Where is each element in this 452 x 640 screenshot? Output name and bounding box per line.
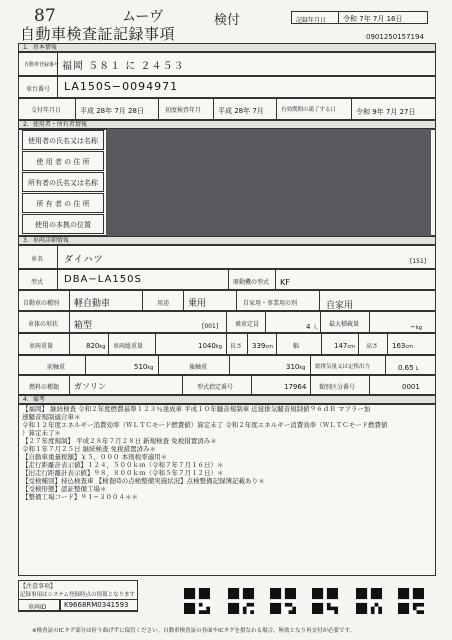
registration-label-box	[18, 52, 58, 76]
qr-code	[184, 588, 210, 614]
section-vehicle-header: 3．車両詳細情報	[18, 236, 436, 245]
maker-value: ダイハツ	[64, 255, 104, 265]
model-value: 17964	[284, 383, 307, 391]
expiry-label: 有効期間の満了する日	[281, 107, 337, 113]
section-user-owner-header: 2．使用者・所有者情報	[18, 120, 436, 129]
weight-value	[86, 342, 105, 350]
use-label-box	[142, 290, 184, 311]
maxload-unit: kg	[415, 325, 422, 331]
document-number: 0901250157194	[366, 33, 424, 41]
gross-label-box	[108, 333, 156, 355]
fuel-label: 燃料の種類	[29, 384, 60, 391]
use-value: 乗用	[188, 299, 207, 309]
model-label: 型式指定番号	[197, 384, 234, 391]
category-label: 類別区分番号	[319, 384, 356, 391]
body-label: 車体の形状	[28, 321, 59, 328]
capacity-unit: 人	[312, 325, 318, 331]
capacity-value	[306, 323, 318, 331]
maker-label: 車名	[31, 256, 44, 263]
maxload-label: 最大積載量	[329, 321, 360, 328]
rear-axle-label: 後軸重	[189, 364, 208, 371]
record-date-label-box	[291, 11, 339, 24]
maxload-number: −	[410, 323, 416, 331]
type-value: DBA−LA150S	[64, 274, 142, 285]
chassis-value: LA150S−0094971	[64, 80, 179, 93]
remarks-line: 【２７年度規制】 平成２８年７月２８日 新規検査 免税措置済み＊	[22, 437, 217, 445]
displacement-label-box	[310, 355, 386, 375]
use-label: 用途	[157, 300, 170, 307]
footer-bottom-note: ※検査証のICタグ部分は折り曲げずに保管ください。自動車検査証の券面やICタグを損なわる場合、無効となり再交付が必要です。	[32, 628, 356, 634]
business-value: 自家用	[326, 301, 354, 311]
registration-value: 福岡 ５８１ に ２４５３	[62, 61, 185, 72]
gross-number: 1040	[198, 342, 216, 350]
expiry-value: 令和 9年 7月 27日	[356, 108, 416, 116]
maxload-label-box	[320, 311, 370, 333]
rear-axle-label-box	[158, 355, 230, 375]
chassis-label: 車台番号	[26, 86, 51, 93]
displacement-value	[398, 364, 419, 372]
maxload-value	[410, 323, 422, 331]
width-value	[334, 342, 355, 350]
first-inspection-value: 平成 28年 7月	[218, 107, 264, 115]
qr-code	[356, 588, 382, 614]
front-axle-number: 510	[134, 363, 148, 371]
maker-label-box	[18, 245, 58, 269]
type-label-box	[18, 269, 58, 290]
document-title: 自動車検査証記録事項	[20, 25, 176, 43]
issue-label: 交付年月日	[31, 107, 62, 114]
first-inspection-label-box	[158, 98, 214, 120]
length-unit: cm	[265, 344, 273, 350]
rear-axle-unit: kg	[299, 365, 306, 371]
remarks-line: 【受検種別】持込検査車 【検査時の点検整備実施状況】点検整備記録簿記載あり＊	[22, 477, 265, 485]
width-label: 幅	[293, 343, 300, 350]
section-remarks-header: 4．備考	[18, 395, 436, 404]
rear-axle-value	[286, 363, 305, 371]
remarks-line: 【整備工場コード】９１−３００４＊＊	[22, 493, 138, 501]
remarks-line: ）算定未了＊	[22, 429, 61, 437]
qr-code	[228, 588, 254, 614]
record-date-label: 記録年月日	[296, 17, 327, 24]
weight-number: 820	[86, 342, 100, 350]
gross-value	[198, 342, 222, 350]
user-address-label: 使 用 者 の 住 所	[22, 151, 104, 171]
height-unit: cm	[405, 344, 413, 350]
kind-value: 軽自動車	[74, 299, 111, 309]
remarks-line: 【受検形態】認証整備工場＊	[22, 485, 107, 493]
vehicle-id-label: 車両ID	[28, 604, 47, 611]
owner-name-label: 所有者の氏名又は名称	[22, 172, 104, 192]
displacement-number: 0.65	[398, 364, 414, 372]
qr-code	[398, 588, 424, 614]
first-inspection-label: 初度検査年月	[165, 107, 202, 114]
engine-label-box	[228, 269, 276, 290]
weight-label: 車両重量	[29, 343, 54, 350]
type-label: 型式	[31, 279, 44, 286]
vehicle-id-label-box	[18, 599, 60, 611]
height-label-box	[358, 333, 388, 355]
front-axle-value	[134, 363, 153, 371]
expiry-label-box	[276, 98, 352, 120]
business-label-box	[236, 290, 320, 311]
fuel-label-box	[18, 375, 70, 395]
issue-value: 平成 28年 7月 28日	[80, 107, 144, 115]
vehicle-id-value: K9668RM0341593	[64, 601, 129, 609]
remarks-line: 【走行距離計表示値】１２４，５００ｋｍ（令和７年７月１６日）＊	[22, 461, 224, 469]
rear-axle-number: 310	[286, 363, 300, 371]
handwritten-car-name: ムーヴ	[122, 9, 164, 25]
gross-label: 車両総重量	[113, 343, 144, 350]
weight-label-box	[18, 333, 70, 355]
owner-address-label: 所 有 者 の 住 所	[22, 193, 104, 213]
displacement-unit: L	[415, 366, 419, 372]
kind-label: 自動車の種別	[23, 300, 60, 307]
length-number: 339	[252, 342, 266, 350]
handwritten-mark: 検付	[214, 13, 241, 28]
front-axle-label-box	[18, 355, 86, 375]
record-date-value: 令和 7年 7月 16日	[343, 15, 403, 23]
qr-code	[270, 588, 296, 614]
capacity-label: 乗車定員	[235, 321, 260, 328]
business-label: 自家用・事業用の別	[243, 300, 298, 307]
width-label-box	[276, 333, 322, 355]
engine-label: 原動機の型式	[233, 279, 270, 286]
remarks-line: 令和１年７月２５日 継続検査 免税措置済み＊	[22, 445, 157, 453]
model-label-box	[182, 375, 252, 395]
remarks-line: 令和１２年度エネルギー消費効率（ＷＬＴＣモード燃費値）算定未了 令和２年度エネルギー消費効率（ＷＬＴＣモード燃費値	[22, 421, 388, 429]
width-number: 147	[334, 342, 348, 350]
footer-header: 【注意事項】	[20, 583, 57, 590]
width-unit: cm	[347, 344, 355, 350]
handwritten-number: 87	[34, 6, 56, 26]
capacity-number: 4	[306, 323, 311, 331]
body-value: 箱型	[74, 321, 93, 331]
body-label-box	[18, 311, 70, 333]
displacement-label: 総排気量又は定格出力	[315, 364, 371, 370]
front-axle-unit: kg	[147, 365, 154, 371]
fuel-value: ガソリン	[74, 382, 106, 391]
remarks-line: 【福岡】 継続検査 令和２年度燃費基準１２３％達成車 平成１０年騒音規制車 近接排気騒音規制値９６ｄＢ マフラー加	[22, 405, 371, 413]
weight-unit: kg	[99, 344, 106, 350]
height-label: 高さ	[366, 343, 379, 350]
category-value: 0001	[402, 383, 420, 391]
maker-code: [151]	[410, 258, 427, 265]
qr-code	[312, 588, 338, 614]
length-label: 長さ	[230, 343, 243, 350]
redacted-block	[106, 129, 431, 236]
height-value	[392, 342, 413, 350]
issue-label-box	[18, 98, 76, 120]
length-label-box	[226, 333, 248, 355]
registration-label: 自動車登録番号	[24, 62, 60, 68]
vehicle-id-value-box	[60, 599, 138, 611]
remarks-line: 速騒音規制適合車＊	[22, 413, 81, 421]
base-location-label: 使用の本拠の位置	[22, 214, 104, 234]
section-basic-header: 1．基本情報	[18, 43, 436, 52]
footer-note: 記録事項はシステム登録時点の情報となります	[20, 592, 135, 598]
category-label-box	[310, 375, 370, 395]
gross-unit: kg	[215, 344, 222, 350]
record-date-value-box	[338, 11, 428, 24]
remarks-line: 【自動車重量税額】￥５，０００ 本則税率適用＊	[22, 453, 168, 461]
front-axle-label: 前軸重	[47, 364, 66, 371]
length-value	[252, 342, 273, 350]
kind-label-box	[18, 290, 70, 311]
height-number: 163	[392, 342, 406, 350]
capacity-label-box	[226, 311, 266, 333]
remarks-line: 【旧走行距離計表示値】９８，８００ｋｍ（令和５年７月１２日）＊	[22, 469, 224, 477]
chassis-label-box	[18, 76, 58, 98]
engine-value: KF	[280, 278, 290, 287]
body-code: [001]	[202, 323, 219, 330]
user-name-label: 使用者の氏名又は名称	[22, 130, 104, 150]
